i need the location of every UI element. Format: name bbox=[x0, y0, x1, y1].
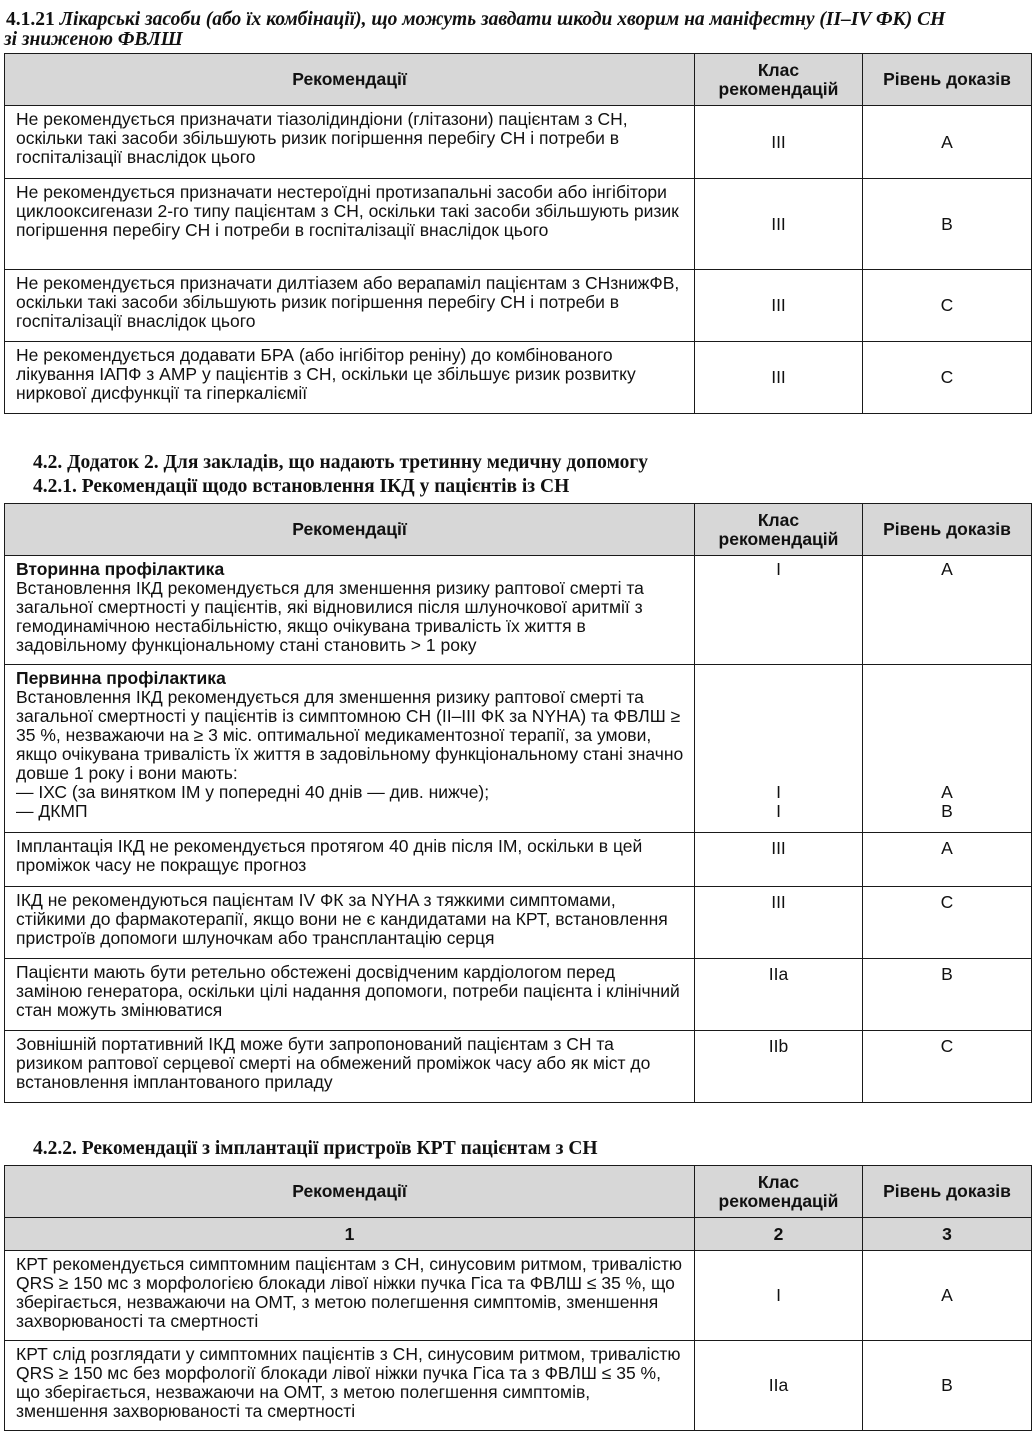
row-text: КРТ рекомендується симптомним пацієнтам з СН, синусовим ритмом, тривалістю QRS ≥ 150 мс з морфологією блокади лівої ніжки пучка Гіса та ФВЛШ ≤ 35 %, що зберігається, незважаючи на ОМТ, з метою полегшення симптомів, зменшення захворюваності та смертності bbox=[5, 1251, 695, 1341]
row-level: A bbox=[863, 833, 1032, 887]
section-4-2-2-heading bbox=[33, 1137, 598, 1160]
header-level: Рівень доказів bbox=[863, 1166, 1032, 1218]
row-text: Не рекомендується призначати тіазолідиндіони (глітазони) пацієнтам з СН, оскільки такі засоби збільшують ризик погіршення перебігу СН і потреби в госпіталізації внаслідок цього bbox=[5, 106, 695, 179]
level-dcm: B bbox=[941, 801, 953, 821]
section-4-2-1-heading bbox=[33, 475, 569, 498]
primary-prevention-text: Встановлення ІКД рекомендується для зменшення ризику раптової смерті та загальної смертності у пацієнтів із симптомною СН (II–III ФК за NYHA) та ФВЛШ ≥ 35 %, незважаючи на ≥ 3 міс. оптимальної медикаментозної терапії, за умови, якщо очікувана тривалість їх життя в задовільному функціональному стані значно довше 1 року і вони мають: bbox=[16, 687, 684, 783]
table-header-row bbox=[5, 54, 1032, 106]
row-class: IIa bbox=[695, 1341, 863, 1431]
header-level: Рівень доказів bbox=[863, 504, 1032, 556]
table-row bbox=[5, 179, 1032, 270]
section-title-cont: зі зниженою ФВЛШ bbox=[4, 29, 183, 50]
table-row bbox=[5, 270, 1032, 342]
row-class: III bbox=[695, 270, 863, 342]
row-text: Не рекомендується призначати дилтіазем або верапаміл пацієнтам з СНзнижФВ, оскільки такі засоби збільшують ризик погіршення перебігу СН і потреби в госпіталізації внаслідок цього bbox=[5, 270, 695, 342]
row-class: III bbox=[695, 179, 863, 270]
level-ihd: A bbox=[941, 782, 953, 802]
row-class: III bbox=[695, 833, 863, 887]
row-class: I bbox=[695, 1251, 863, 1341]
row-class bbox=[695, 665, 863, 833]
section-title: Рекомендації щодо встановлення ІКД у пацієнтів із СН bbox=[81, 476, 570, 497]
primary-prevention-item-dcm: — ДКМП bbox=[16, 801, 88, 821]
table-row bbox=[5, 1341, 1032, 1431]
row-text: Пацієнти мають бути ретельно обстежені досвідченим кардіологом перед заміною генератора, оскільки цілі надання допомоги, потреби пацієнта і клінічний стан можуть змінюватися bbox=[5, 959, 695, 1031]
header-recommendations: Рекомендації bbox=[5, 504, 695, 556]
table-row bbox=[5, 959, 1032, 1031]
row-text: Імплантація ІКД не рекомендується протягом 40 днів після ІМ, оскільки в цей проміжок часу не покращує прогноз bbox=[5, 833, 695, 887]
header-class: Клас рекомендацій bbox=[695, 54, 863, 106]
row-level: B bbox=[863, 1341, 1032, 1431]
header-class: Клас рекомендацій bbox=[695, 504, 863, 556]
header-recommendations: Рекомендації bbox=[5, 1166, 695, 1218]
header-recommendations: Рекомендації bbox=[5, 54, 695, 106]
table-crt-recommendations bbox=[4, 1165, 1032, 1431]
header-level: Рівень доказів bbox=[863, 54, 1032, 106]
section-title: Рекомендації з імплантації пристроїв КРТ пацієнтам з СН bbox=[81, 1138, 598, 1159]
section-title: Лікарські засоби (або їх комбінації), що можуть завдати шкоди хворим на маніфестну (ІІ–IV ФК) СН bbox=[59, 9, 946, 30]
row-text: Не рекомендується додавати БРА (або інгібітор реніну) до комбінованого лікування ІАПФ з АМР у пацієнтів з СН, оскільки це збільшує ризик розвитку ниркової дисфункції та гіперкаліємії bbox=[5, 342, 695, 414]
secondary-prevention-text: Встановлення ІКД рекомендується для зменшення ризику раптової смерті та загальної смертності у пацієнтів, які відновилися після шлуночкової аритмії з гемодинамічною нестабільністю, якщо очікувана тривалість їх життя в задовільному функціональному стані становить > 1 року bbox=[16, 578, 644, 655]
row-class: III bbox=[695, 106, 863, 179]
row-text: Не рекомендується призначати нестероїдні протизапальні засоби або інгібітори циклооксигенази 2-го типу пацієнтам з СН, оскільки такі засоби збільшують ризик погіршення перебігу СН і потреби в госпіталізації внаслідок цього bbox=[5, 179, 695, 270]
table-row bbox=[5, 1031, 1032, 1103]
section-4-2-heading bbox=[33, 451, 648, 474]
column-number-2: 2 bbox=[695, 1218, 863, 1251]
table-row-secondary-prevention bbox=[5, 556, 1032, 665]
table-harmful-drugs bbox=[4, 53, 1032, 414]
row-level: C bbox=[863, 270, 1032, 342]
table-icd-recommendations bbox=[4, 503, 1032, 1103]
row-level: B bbox=[863, 959, 1032, 1031]
row-text: ІКД не рекомендуються пацієнтам IV ФК за NYHA з тяжкими симптомами, стійкими до фармакотерапії, якщо вони не є кандидатами на КРТ, встановлення пристроїв допомоги шлуночкам або трансплантацію серця bbox=[5, 887, 695, 959]
table-row bbox=[5, 342, 1032, 414]
table-row bbox=[5, 106, 1032, 179]
row-text bbox=[5, 665, 695, 833]
row-text: КРТ слід розглядати у симптомних пацієнтів з СН, синусовим ритмом, тривалістю QRS ≥ 150 мс без морфології блокади лівої ніжки пучка Гіса та з ФВЛШ ≤ 35 %, що зберігається, незважаючи на ОМТ, з метою полегшення симптомів, зменшення захворюваності та смертності bbox=[5, 1341, 695, 1431]
primary-prevention-item-ihd: — ІХС (за винятком ІМ у попередні 40 днів — див. нижче); bbox=[16, 782, 490, 802]
table-row bbox=[5, 833, 1032, 887]
table-header-row bbox=[5, 504, 1032, 556]
row-level: C bbox=[863, 1031, 1032, 1103]
row-level: A bbox=[863, 1251, 1032, 1341]
table-row-primary-prevention bbox=[5, 665, 1032, 833]
row-level: A bbox=[863, 556, 1032, 665]
row-class: III bbox=[695, 342, 863, 414]
subheading-primary-prevention: Первинна профілактика bbox=[16, 668, 226, 688]
row-class: IIb bbox=[695, 1031, 863, 1103]
section-title: Додаток 2. Для закладів, що надають третинну медичну допомогу bbox=[67, 452, 648, 473]
row-level: B bbox=[863, 179, 1032, 270]
row-class: III bbox=[695, 887, 863, 959]
class-dcm: I bbox=[776, 801, 781, 821]
row-text bbox=[5, 556, 695, 665]
row-level: C bbox=[863, 342, 1032, 414]
header-class: Клас рекомендацій bbox=[695, 1166, 863, 1218]
section-4-1-21-heading-cont bbox=[4, 28, 183, 51]
subheading-secondary-prevention: Вторинна профілактика bbox=[16, 559, 225, 579]
section-number: 4.1.21 bbox=[6, 9, 55, 30]
row-level bbox=[863, 665, 1032, 833]
section-number: 4.2.2. bbox=[33, 1138, 77, 1159]
table-header-row bbox=[5, 1166, 1032, 1218]
column-number-1: 1 bbox=[5, 1218, 695, 1251]
row-class: I bbox=[695, 556, 863, 665]
table-row bbox=[5, 1251, 1032, 1341]
class-ihd: I bbox=[776, 782, 781, 802]
row-class: IIa bbox=[695, 959, 863, 1031]
section-number: 4.2. bbox=[33, 452, 63, 473]
column-number-3: 3 bbox=[863, 1218, 1032, 1251]
column-number-row bbox=[5, 1218, 1032, 1251]
row-level: A bbox=[863, 106, 1032, 179]
table-row bbox=[5, 887, 1032, 959]
section-number: 4.2.1. bbox=[33, 476, 77, 497]
row-text: Зовнішній портативний ІКД може бути запропонований пацієнтам з СН та ризиком раптової серцевої смерті на обмежений проміжок часу або як міст до встановлення імплантованого приладу bbox=[5, 1031, 695, 1103]
row-level: C bbox=[863, 887, 1032, 959]
